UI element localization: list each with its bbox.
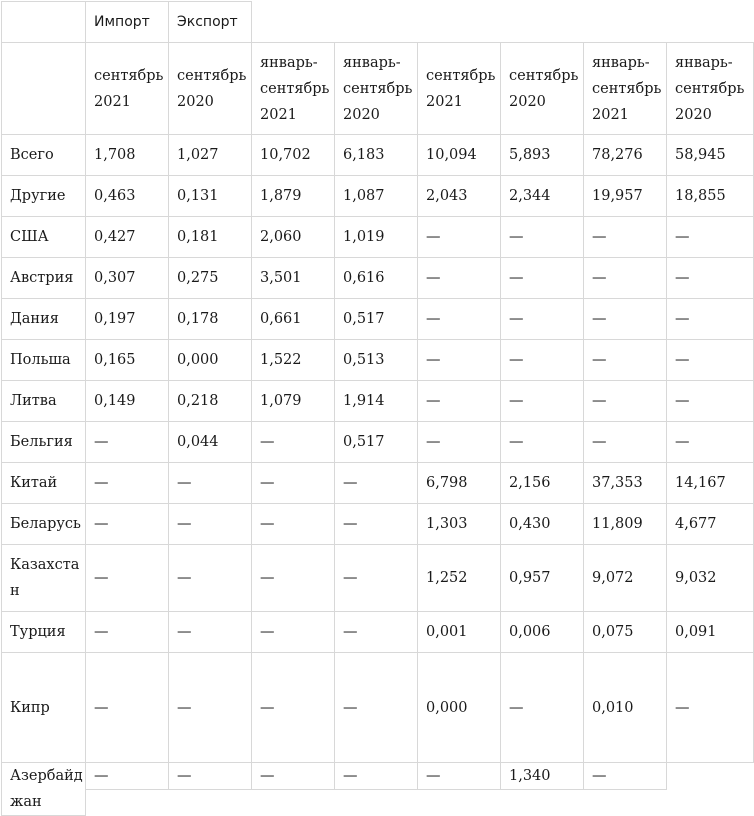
value-cell: 1,079 — [251, 380, 335, 422]
value-cell: 0,006 — [500, 611, 584, 653]
value-cell: 9,072 — [583, 544, 667, 612]
value-cell: — — [168, 611, 252, 653]
value-cell: 6,183 — [334, 134, 418, 176]
country-cell: Беларусь — [1, 503, 86, 545]
country-cell: Бельгия — [1, 421, 86, 463]
value-cell: — — [85, 462, 169, 504]
value-cell: — — [85, 762, 169, 790]
value-cell: — — [334, 544, 418, 612]
value-cell: 78,276 — [583, 134, 667, 176]
value-cell: — — [500, 298, 584, 340]
value-cell: 0,218 — [168, 380, 252, 422]
value-cell: 37,353 — [583, 462, 667, 504]
value-cell: — — [251, 462, 335, 504]
value-cell: — — [168, 503, 252, 545]
value-cell: — — [500, 652, 584, 763]
column-header: сентябрь 2020 — [168, 42, 252, 135]
value-cell: — — [417, 421, 501, 463]
value-cell: — — [583, 421, 667, 463]
group-header: Импорт — [85, 1, 169, 43]
value-cell: 4,677 — [666, 503, 754, 545]
value-cell: 0,091 — [666, 611, 754, 653]
value-cell: 0,463 — [85, 175, 169, 217]
country-cell: Австрия — [1, 257, 86, 299]
value-cell: 0,197 — [85, 298, 169, 340]
value-cell: — — [417, 298, 501, 340]
value-cell: 0,178 — [168, 298, 252, 340]
value-cell: 58,945 — [666, 134, 754, 176]
value-cell: — — [251, 421, 335, 463]
column-header: сентябрь 2020 — [500, 42, 584, 135]
country-cell: Турция — [1, 611, 86, 653]
value-cell: — — [168, 544, 252, 612]
value-cell: — — [251, 762, 335, 790]
value-cell: — — [666, 421, 754, 463]
corner-cell — [1, 1, 86, 43]
country-cell: Азербайд жан — [1, 762, 86, 816]
value-cell: 0,181 — [168, 216, 252, 258]
value-cell: — — [666, 652, 754, 763]
value-cell: 5,893 — [500, 134, 584, 176]
column-header: сентябрь 2021 — [417, 42, 501, 135]
value-cell: 0,165 — [85, 339, 169, 381]
value-cell: — — [417, 762, 501, 790]
value-cell: 2,060 — [251, 216, 335, 258]
value-cell: — — [85, 652, 169, 763]
value-cell: 0,427 — [85, 216, 169, 258]
value-cell: — — [85, 544, 169, 612]
value-cell: — — [334, 611, 418, 653]
country-cell: Польша — [1, 339, 86, 381]
value-cell: 0,661 — [251, 298, 335, 340]
country-cell: Китай — [1, 462, 86, 504]
country-cell: Другие — [1, 175, 86, 217]
value-cell: — — [334, 462, 418, 504]
value-cell: 0,044 — [168, 421, 252, 463]
value-cell: — — [417, 257, 501, 299]
value-cell: — — [85, 421, 169, 463]
value-cell: — — [251, 652, 335, 763]
value-cell: 1,708 — [85, 134, 169, 176]
value-cell: 1,019 — [334, 216, 418, 258]
value-cell: 1,879 — [251, 175, 335, 217]
value-cell: — — [334, 652, 418, 763]
country-cell: Всего — [1, 134, 86, 176]
value-cell: 0,275 — [168, 257, 252, 299]
value-cell: 1,340 — [500, 762, 584, 790]
value-cell: 1,522 — [251, 339, 335, 381]
value-cell: 0,957 — [500, 544, 584, 612]
value-cell: 0,000 — [168, 339, 252, 381]
value-cell: — — [417, 380, 501, 422]
value-cell: — — [168, 652, 252, 763]
value-cell: 2,344 — [500, 175, 584, 217]
value-cell: — — [666, 257, 754, 299]
value-cell: — — [500, 380, 584, 422]
value-cell: 0,001 — [417, 611, 501, 653]
value-cell: 0,075 — [583, 611, 667, 653]
value-cell: 0,131 — [168, 175, 252, 217]
value-cell: 19,957 — [583, 175, 667, 217]
value-cell: — — [666, 216, 754, 258]
value-cell: — — [417, 216, 501, 258]
value-cell: — — [334, 503, 418, 545]
value-cell: — — [417, 339, 501, 381]
value-cell: 3,501 — [251, 257, 335, 299]
value-cell: — — [583, 298, 667, 340]
value-cell: — — [583, 380, 667, 422]
value-cell: — — [500, 257, 584, 299]
value-cell: 6,798 — [417, 462, 501, 504]
value-cell: — — [334, 762, 418, 790]
country-cell: Литва — [1, 380, 86, 422]
value-cell: 1,087 — [334, 175, 418, 217]
value-cell: — — [583, 762, 667, 790]
value-cell: — — [583, 339, 667, 381]
value-cell: 1,914 — [334, 380, 418, 422]
value-cell: 1,252 — [417, 544, 501, 612]
value-cell: 1,303 — [417, 503, 501, 545]
country-cell: Казахста н — [1, 544, 86, 612]
value-cell: — — [666, 298, 754, 340]
value-cell: 0,010 — [583, 652, 667, 763]
value-cell: 0,517 — [334, 298, 418, 340]
column-header: январь- сентябрь 2021 — [583, 42, 667, 135]
group-header: Экспорт — [168, 1, 252, 43]
value-cell: 18,855 — [666, 175, 754, 217]
country-cell: Кипр — [1, 652, 86, 763]
value-cell: 1,027 — [168, 134, 252, 176]
value-cell: — — [251, 503, 335, 545]
value-cell: — — [666, 339, 754, 381]
country-cell: Дания — [1, 298, 86, 340]
value-cell: — — [500, 421, 584, 463]
value-cell: 0,513 — [334, 339, 418, 381]
value-cell: — — [583, 216, 667, 258]
value-cell: — — [500, 339, 584, 381]
value-cell: 0,517 — [334, 421, 418, 463]
row-header-blank — [1, 42, 86, 135]
value-cell: — — [85, 611, 169, 653]
value-cell: 10,094 — [417, 134, 501, 176]
value-cell: 11,809 — [583, 503, 667, 545]
column-header: январь- сентябрь 2020 — [334, 42, 418, 135]
value-cell: — — [500, 216, 584, 258]
country-cell: США — [1, 216, 86, 258]
value-cell: — — [85, 503, 169, 545]
value-cell: — — [666, 380, 754, 422]
column-header: январь- сентябрь 2020 — [666, 42, 754, 135]
value-cell: 0,430 — [500, 503, 584, 545]
value-cell: 10,702 — [251, 134, 335, 176]
value-cell: 0,000 — [417, 652, 501, 763]
value-cell: — — [168, 762, 252, 790]
column-header: сентябрь 2021 — [85, 42, 169, 135]
value-cell: 2,043 — [417, 175, 501, 217]
value-cell: 14,167 — [666, 462, 754, 504]
value-cell: — — [251, 544, 335, 612]
value-cell: — — [168, 462, 252, 504]
value-cell: 9,032 — [666, 544, 754, 612]
value-cell: — — [251, 611, 335, 653]
value-cell: 0,307 — [85, 257, 169, 299]
value-cell: 2,156 — [500, 462, 584, 504]
column-header: январь- сентябрь 2021 — [251, 42, 335, 135]
value-cell: — — [583, 257, 667, 299]
value-cell: 0,616 — [334, 257, 418, 299]
value-cell: 0,149 — [85, 380, 169, 422]
